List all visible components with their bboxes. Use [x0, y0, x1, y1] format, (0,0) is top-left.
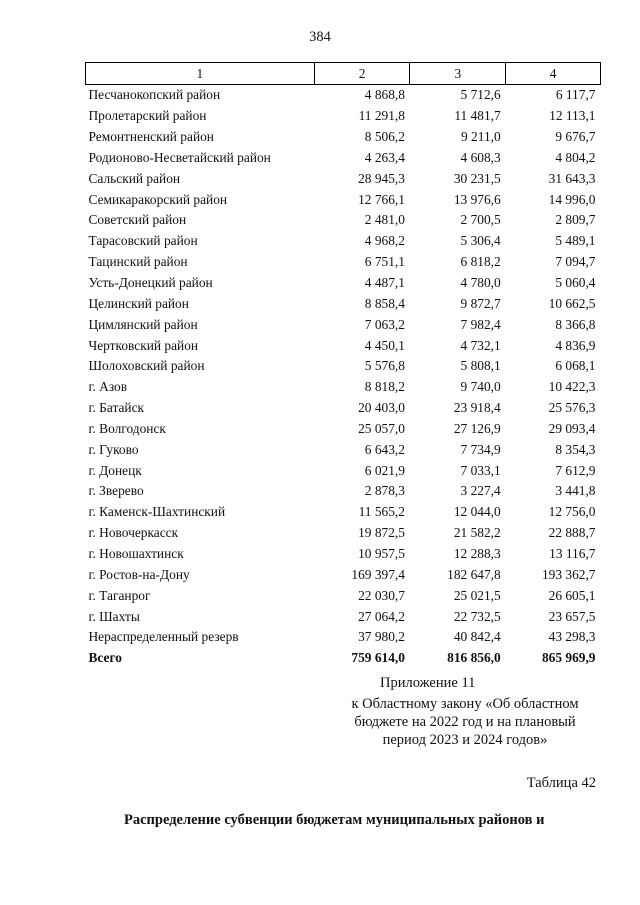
value-2024-cell: 14 996,0 [548, 191, 596, 207]
row-name-cell: г. Волгодонск [88, 420, 166, 436]
value-2023-cell: 816 856,0 [447, 650, 501, 666]
row-name-cell: Ремонтненский район [88, 129, 214, 145]
table-body [86, 85, 601, 669]
value-2022-cell: 25 057,0 [358, 420, 405, 436]
value-2022-cell: 2 481,0 [364, 212, 405, 228]
value-2022-cell: 759 614,0 [351, 650, 405, 666]
column-header-1: 1 [86, 63, 315, 85]
value-2024-cell: 7 094,7 [555, 254, 596, 270]
value-2022-cell: 5 576,8 [364, 358, 405, 374]
row-name-cell: Усть-Донецкий район [88, 275, 213, 291]
value-2023-cell: 23 918,4 [453, 400, 501, 416]
value-2024-cell: 9 676,7 [555, 129, 596, 145]
value-2023-cell: 40 842,4 [453, 629, 501, 645]
value-2024-cell: 7 612,9 [555, 462, 596, 478]
value-2022-cell: 6 751,1 [364, 254, 405, 270]
value-2022-cell: 37 980,2 [358, 629, 405, 645]
row-name-cell: г. Зверево [88, 483, 144, 499]
value-2023-cell: 7 982,4 [460, 316, 501, 332]
value-2023-cell: 5 808,1 [460, 358, 501, 374]
table-row [86, 523, 601, 544]
value-2023-cell: 2 700,5 [460, 212, 501, 228]
row-name-cell: г. Гуково [88, 441, 139, 457]
row-name-cell: Всего [88, 650, 122, 666]
value-2022-cell: 8 506,2 [364, 129, 405, 145]
table-row [86, 606, 601, 627]
table-row [86, 273, 601, 294]
row-name-cell: г. Таганрог [88, 587, 151, 603]
table-row [86, 168, 601, 189]
value-2024-cell: 10 662,5 [548, 295, 596, 311]
appendix-line: бюджете на 2022 год и на плановый [354, 714, 576, 730]
row-name-cell: г. Ростов-на-Дону [88, 566, 190, 582]
row-name-cell: г. Азов [88, 379, 128, 395]
value-2024-cell: 865 969,9 [541, 650, 596, 666]
value-2023-cell: 25 021,5 [453, 587, 501, 603]
table-header-row [86, 63, 601, 85]
row-name-cell: Тацинский район [88, 254, 188, 270]
value-2023-cell: 9 211,0 [461, 129, 501, 145]
row-name-cell: Советский район [88, 212, 187, 228]
row-name-cell: Нераспределенный резерв [88, 629, 239, 645]
value-2024-cell: 2 809,7 [555, 212, 596, 228]
value-2022-cell: 12 766,1 [358, 191, 405, 207]
value-2023-cell: 11 481,7 [454, 108, 501, 124]
value-2023-cell: 5 306,4 [460, 233, 501, 249]
value-2024-cell: 4 804,2 [555, 149, 596, 165]
value-2023-cell: 4 608,3 [460, 149, 501, 165]
value-2023-cell: 12 288,3 [453, 545, 501, 561]
value-2022-cell: 11 565,2 [358, 504, 405, 520]
value-2022-cell: 6 021,9 [364, 462, 405, 478]
row-name-cell: г. Новошахтинск [88, 545, 184, 561]
row-name-cell: г. Шахты [88, 608, 140, 624]
table-row [86, 293, 601, 314]
row-name-cell: г. Донецк [88, 462, 142, 478]
table-row [86, 585, 601, 606]
table-row [86, 439, 601, 460]
value-2022-cell: 4 450,1 [364, 337, 405, 353]
value-2024-cell: 43 298,3 [548, 629, 596, 645]
value-2023-cell: 7 033,1 [460, 462, 501, 478]
value-2022-cell: 8 858,4 [364, 295, 405, 311]
page-number: 384 [309, 29, 331, 45]
column-header-4: 4 [506, 63, 601, 85]
value-2024-cell: 23 657,5 [548, 608, 596, 624]
value-2024-cell: 26 605,1 [548, 587, 596, 603]
value-2024-cell: 193 362,7 [541, 566, 596, 582]
row-name-cell: г. Новочеркасск [88, 525, 179, 541]
table-row [86, 210, 601, 231]
row-name-cell: Чертковский район [88, 337, 199, 353]
row-name-cell: Сальский район [88, 170, 181, 186]
table-row [86, 502, 601, 523]
value-2023-cell: 4 780,0 [460, 275, 501, 291]
value-2022-cell: 6 643,2 [364, 441, 405, 457]
value-2024-cell: 6 068,1 [555, 358, 596, 374]
value-2023-cell: 5 712,6 [460, 87, 501, 103]
row-name-cell: Семикаракорский район [88, 191, 228, 207]
column-header-2: 2 [314, 63, 410, 85]
table-label: Таблица 42 [526, 775, 596, 791]
table-row [86, 564, 601, 585]
value-2024-cell: 8 354,3 [555, 441, 596, 457]
table-row [86, 148, 601, 169]
value-2023-cell: 182 647,8 [447, 566, 501, 582]
appendix-line: к Областному закону «Об областном [351, 696, 579, 712]
value-2024-cell: 5 489,1 [555, 233, 596, 249]
value-2022-cell: 2 878,3 [364, 483, 405, 499]
table-row [86, 252, 601, 273]
value-2024-cell: 8 366,8 [555, 316, 596, 332]
value-2022-cell: 27 064,2 [358, 608, 405, 624]
column-header-3: 3 [410, 63, 506, 85]
table-row [86, 85, 601, 106]
value-2023-cell: 4 732,1 [460, 337, 501, 353]
value-2022-cell: 8 818,2 [364, 379, 405, 395]
value-2023-cell: 27 126,9 [453, 420, 501, 436]
table-row [86, 544, 601, 565]
value-2022-cell: 4 487,1 [364, 275, 405, 291]
value-2022-cell: 22 030,7 [358, 587, 405, 603]
value-2023-cell: 6 818,2 [460, 254, 501, 270]
value-2024-cell: 12 113,1 [549, 108, 596, 124]
section-heading: Распределение субвенции бюджетам муниципальных районов и [124, 812, 545, 828]
table-row [86, 106, 601, 127]
value-2022-cell: 11 291,8 [358, 108, 405, 124]
appendix-line: период 2023 и 2024 годов» [382, 732, 548, 748]
value-2023-cell: 30 231,5 [453, 170, 501, 186]
row-name-cell: Целинский район [88, 295, 189, 311]
value-2022-cell: 4 968,2 [364, 233, 405, 249]
row-name-cell: Родионово-Несветайский район [88, 149, 271, 165]
value-2024-cell: 12 756,0 [548, 504, 596, 520]
table-row [86, 419, 601, 440]
row-name-cell: г. Каменск-Шахтинский [88, 504, 226, 520]
row-name-cell: Тарасовский район [88, 233, 198, 249]
value-2022-cell: 4 868,8 [364, 87, 405, 103]
table-row [86, 627, 601, 648]
value-2024-cell: 13 116,7 [549, 545, 596, 561]
table-row [86, 189, 601, 210]
value-2022-cell: 19 872,5 [358, 525, 405, 541]
value-2023-cell: 9 740,0 [460, 379, 501, 395]
table-row [86, 398, 601, 419]
value-2023-cell: 12 044,0 [453, 504, 501, 520]
value-2024-cell: 22 888,7 [548, 525, 596, 541]
appendix-subtitle [330, 695, 600, 749]
value-2023-cell: 13 976,6 [453, 191, 501, 207]
value-2024-cell: 31 643,3 [548, 170, 596, 186]
value-2023-cell: 21 582,2 [453, 525, 501, 541]
value-2023-cell: 7 734,9 [460, 441, 501, 457]
table-row [86, 314, 601, 335]
value-2022-cell: 4 263,4 [364, 149, 405, 165]
value-2024-cell: 25 576,3 [548, 400, 596, 416]
value-2023-cell: 3 227,4 [460, 483, 501, 499]
value-2024-cell: 10 422,3 [548, 379, 596, 395]
appendix-title: Приложение 11 [380, 675, 476, 691]
table-row [86, 356, 601, 377]
value-2022-cell: 20 403,0 [358, 400, 405, 416]
value-2022-cell: 7 063,2 [364, 316, 405, 332]
table-row [86, 231, 601, 252]
value-2022-cell: 169 397,4 [351, 566, 405, 582]
value-2024-cell: 29 093,4 [548, 420, 596, 436]
table-row [86, 377, 601, 398]
row-name-cell: Песчанокопский район [88, 87, 221, 103]
value-2024-cell: 6 117,7 [555, 87, 596, 103]
value-2024-cell: 3 441,8 [555, 483, 596, 499]
total-row [86, 648, 601, 669]
table-row [86, 460, 601, 481]
value-2023-cell: 22 732,5 [453, 608, 501, 624]
row-name-cell: Цимлянский район [88, 316, 198, 332]
value-2022-cell: 10 957,5 [358, 545, 405, 561]
table-row [86, 335, 601, 356]
row-name-cell: Пролетарский район [88, 108, 207, 124]
row-name-cell: г. Батайск [88, 400, 145, 416]
value-2022-cell: 28 945,3 [358, 170, 405, 186]
table-row [86, 481, 601, 502]
value-2024-cell: 5 060,4 [555, 275, 596, 291]
table-row [86, 127, 601, 148]
row-name-cell: Шолоховский район [88, 358, 205, 374]
subvention-table [85, 62, 601, 669]
value-2023-cell: 9 872,7 [460, 295, 501, 311]
value-2024-cell: 4 836,9 [555, 337, 596, 353]
